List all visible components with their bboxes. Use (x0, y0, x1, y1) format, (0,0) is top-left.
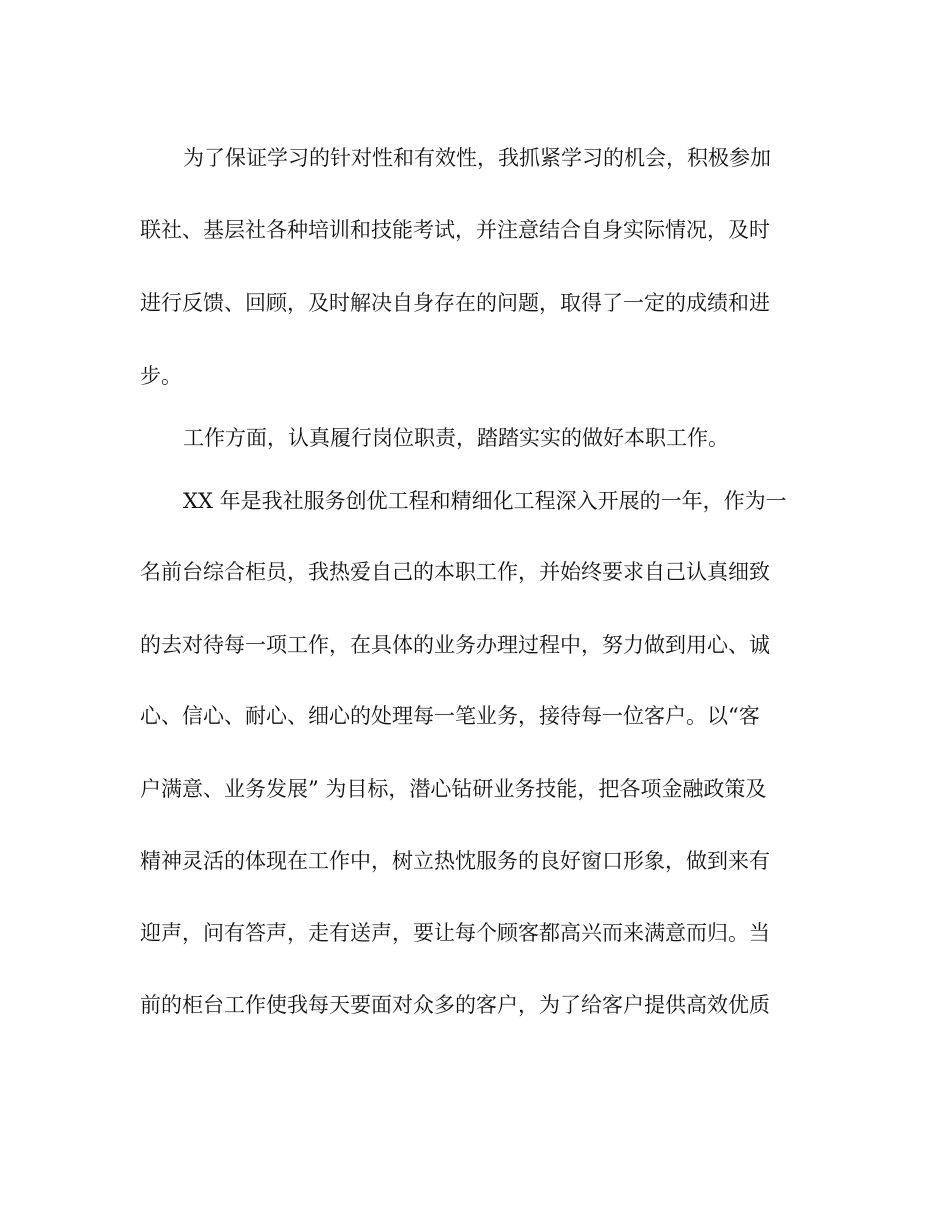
paragraph-line: 名前台综合柜员，我热爱自己的本职工作，并始终要求自己认真细致 (140, 560, 770, 584)
paragraph-line: 为了保证学习的针对性和有效性，我抓紧学习的机会，积极参加 (183, 146, 771, 170)
paragraph-line: 户满意、业务发展” 为目标，潜心钻研业务技能，把各项金融政策及 (140, 777, 767, 801)
paragraph-line: 迎声，问有答声，走有送声，要让每个顾客都高兴而来满意而归。当 (140, 921, 770, 945)
paragraph-line: 进行反馈、回顾，及时解决自身存在的问题，取得了一定的成绩和进 (140, 291, 770, 315)
paragraph-line: 前的柜台工作使我每天要面对众多的客户，为了给客户提供高效优质 (140, 993, 770, 1017)
paragraph-line: 精神灵活的体现在工作中，树立热忱服务的良好窗口形象，做到来有 (140, 849, 770, 873)
paragraph-line: 联社、基层社各种培训和技能考试，并注意结合自身实际情况，及时 (140, 218, 770, 242)
paragraph-line: XX 年是我社服务创优工程和精细化工程深入开展的一年，作为一 (183, 489, 787, 513)
paragraph-line: 心、信心、耐心、细心的处理每一笔业务，接待每一位客户。以“客 (140, 704, 760, 728)
paragraph-line: 工作方面，认真履行岗位职责，踏踏实实的做好本职工作。 (183, 426, 729, 450)
paragraph-line: 步。 (140, 364, 182, 388)
paragraph-line: 的去对待每一项工作，在具体的业务办理过程中，努力做到用心、诚 (140, 633, 770, 657)
